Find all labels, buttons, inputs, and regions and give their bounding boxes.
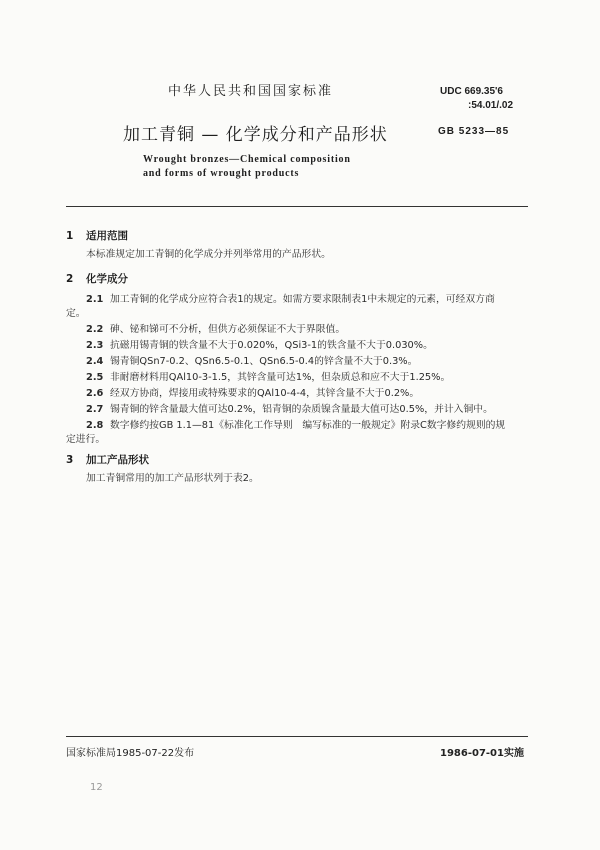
section-2-title: 化学成分 xyxy=(86,273,128,285)
section-1-number: 1 xyxy=(66,230,74,242)
clause-text: 加工青铜的化学成分应符合表1的规定。如需方要求限制表1中未规定的元素，可经双方商 xyxy=(110,294,495,305)
udc-code-line2: :54.01/.02 xyxy=(468,100,514,111)
clause-2-8-continuation: 定进行。 xyxy=(66,434,106,445)
clause-number: 2.8 xyxy=(86,420,104,431)
clause-2-8 xyxy=(86,419,505,433)
clause-text: 锡青铜QSn7-0.2、QSn6.5-0.1、QSn6.5-0.4的锌含量不大于0.3%。 xyxy=(110,356,418,367)
clause-number: 2.2 xyxy=(86,324,104,335)
clause-2-3 xyxy=(86,339,433,353)
clause-2-1-continuation: 定。 xyxy=(66,308,86,319)
clause-number: 2.3 xyxy=(86,340,104,351)
clause-number: 2.4 xyxy=(86,356,104,367)
section-2-heading xyxy=(66,271,128,286)
clause-number: 2.5 xyxy=(86,372,104,383)
clause-number: 2.6 xyxy=(86,388,104,399)
issuing-country-header: 中华人民共和国国家标准 xyxy=(168,84,334,99)
section-3-number: 3 xyxy=(66,454,74,466)
document-title-chinese: 加工青铜 — 化学成分和产品形状 xyxy=(123,125,388,145)
clause-text: 砷、铋和锑可不分析，但供方必须保证不大于界限值。 xyxy=(110,324,346,335)
header-divider xyxy=(66,206,528,207)
clause-text: 非耐磨材料用QAl10-3-1.5，其锌含量可达1%，但杂质总和应不大于1.25%。 xyxy=(110,372,451,383)
section-3-body: 加工青铜常用的加工产品形状列于表2。 xyxy=(86,473,259,484)
clause-number: 2.1 xyxy=(86,294,104,305)
clause-text: 锡青铜的锌含量最大值可达0.2%，铝青铜的杂质镍含量最大值可达0.5%，并计入铜中。 xyxy=(110,404,493,415)
clause-2-6 xyxy=(86,387,419,401)
clause-2-1 xyxy=(86,293,495,307)
document-title-english-line2: and forms of wrought products xyxy=(143,168,300,179)
section-3-heading xyxy=(66,452,149,467)
clause-2-7 xyxy=(86,403,493,417)
clause-text: 抗磁用锡青铜的铁含量不大于0.020%，QSi3-1的铁含量不大于0.030%。 xyxy=(110,340,433,351)
clause-text: 数字修约按GB 1.1—81《标准化工作导则 编写标准的一般规定》附录C数字修约规则的规 xyxy=(110,420,506,431)
section-3-title: 加工产品形状 xyxy=(86,454,149,466)
document-title-english-line1: Wrought bronzes—Chemical composition xyxy=(143,154,351,165)
footer-divider xyxy=(66,736,528,737)
standard-number: GB 5233—85 xyxy=(438,126,510,137)
effective-date: 1986-07-01实施 xyxy=(440,748,524,759)
clause-2-5 xyxy=(86,371,450,385)
udc-code-line1: UDC 669.35'6 xyxy=(440,86,503,97)
clause-number: 2.7 xyxy=(86,404,104,415)
issue-date: 国家标准局1985-07-22发布 xyxy=(66,748,195,759)
section-1-heading xyxy=(66,228,128,243)
page-number: 12 xyxy=(90,782,103,793)
clause-2-4 xyxy=(86,355,417,369)
section-2-number: 2 xyxy=(66,273,74,285)
section-1-title: 适用范围 xyxy=(86,230,128,242)
section-1-body: 本标准规定加工青铜的化学成分并列举常用的产品形状。 xyxy=(86,249,331,260)
clause-2-2 xyxy=(86,323,345,337)
clause-text: 经双方协商，焊接用或特殊要求的QAl10-4-4，其锌含量不大于0.2%。 xyxy=(110,388,420,399)
